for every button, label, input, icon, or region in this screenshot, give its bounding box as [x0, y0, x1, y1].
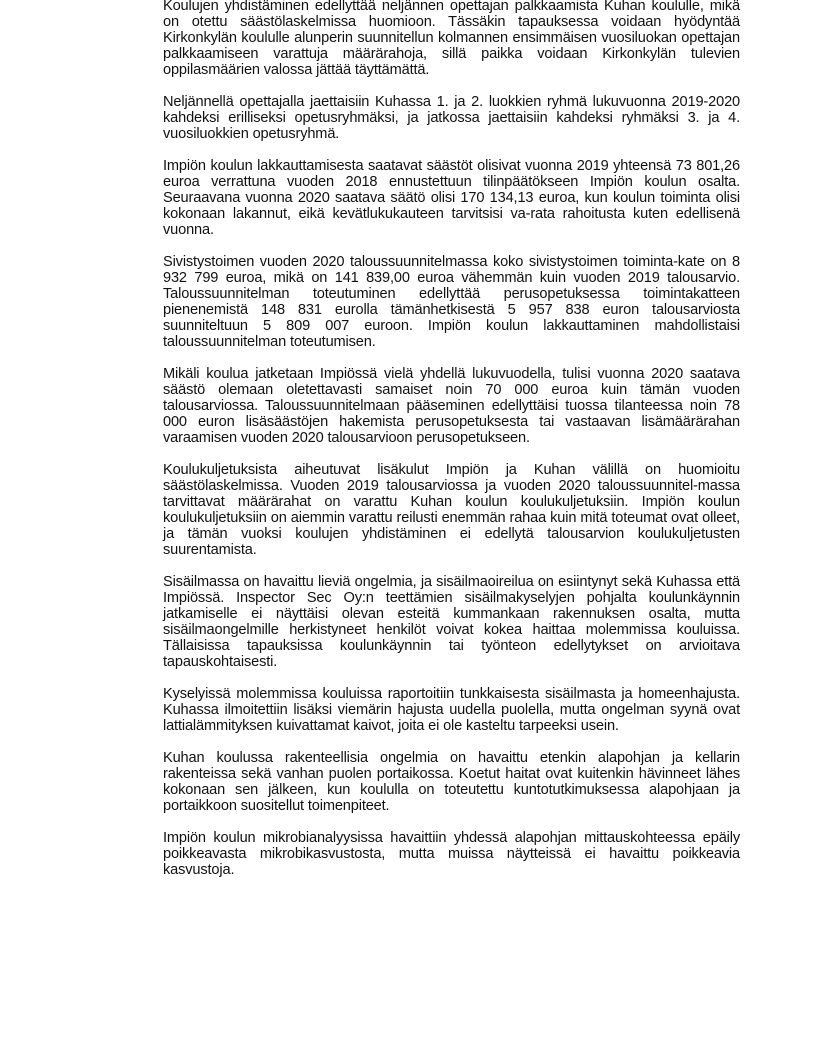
- paragraph-surveys: Kyselyissä molemmissa kouluissa raportoitiin tunkkaisesta sisäilmasta ja homeenhajusta. Kuhassa ilmoitettiin lisäksi viemärin hajusta uudella puolella, mutta ongelman syynä ovat lattialämmityksen kuivattamat kaivot, joita ei ole kasteltu tarpeeksi usein.: [163, 686, 740, 734]
- paragraph-financial-plan: Sivistystoimen vuoden 2020 taloussuunnitelmassa koko sivistystoimen toiminta-kate on 8 932 799 euroa, mikä on 141 839,00 euroa vähemmän kuin vuoden 2019 talousarvio. Taloussuunnitelman toteutuminen edellyttää perusopetuksessa toimintakatteen pienenemistä 148 831 eurolla tämänhetkisestä 5 957 838 euron talousarviosta suunniteltuun 5 809 007 euroon. Impiön koulun lakkauttaminen mahdollistaisi taloussuunnitelman toteutumisen.: [163, 254, 740, 350]
- paragraph-closure-savings: Impiön koulun lakkauttamisesta saatavat säästöt olisivat vuonna 2019 yhteensä 73 801,26 euroa verrattuna vuoden 2018 ennustettuun tilinpäätökseen Impiön koulun osalta. Seuraavana vuonna 2020 saatava säätö olisi 170 134,13 euroa, kun koulun toiminta olisi kokonaan lakannut, eikä kevätlukukauteen tarvitsisi va-rata rahoitusta kuten edellisenä vuonna.: [163, 158, 740, 238]
- paragraph-indoor-air: Sisäilmassa on havaittu lieviä ongelmia, ja sisäilmaoireilua on esiintynyt sekä Kuhassa että Impiössä. Inspector Sec Oy:n teettämien sisäilmakyselyjen pohjalta koulunkäynnin jatkamiselle ei näyttäisi olevan esteitä kummankaan rakennuksen osalta, mutta sisäilmaongelmille herkistyneet henkilöt voivat kokea haittaa molemmissa kouluissa. Tällaisissa tapauksissa koulunkäynnin tai työnteon edellytykset on arvioitava tapauskohtaisesti.: [163, 574, 740, 670]
- paragraph-teacher-hiring: Koulujen yhdistäminen edellyttää neljännen opettajan palkkaamista Kuhan koululle, mikä on otettu säästölaskelmissa huomioon. Tässäkin tapauksessa voidaan hyödyntää Kirkonkylän koululle alunperin suunnitellun kolmannen ensimmäisen vuosiluokan opettajan palkkaamiseen varattuja määrärahoja, sillä paikka voidaan Kirkonkylän tulevien oppilasmäärien valossa jättää täyttämättä.: [163, 0, 740, 78]
- paragraph-school-transport: Koulukuljetuksista aiheutuvat lisäkulut Impiön ja Kuhan välillä on huomioitu säästölaskelmissa. Vuoden 2019 talousarviossa ja vuoden 2020 taloussuunnitel-massa tarvittavat määrärahat on varattu Kuhan koulun koulukuljetuksiin. Impiön koulun koulukuljetuksiin on aiemmin varattu reilusti enemmän rahaa kuin mitä toteumat ovat olleet, ja tämän vuoksi koulujen yhdistäminen ei edellytä talousarvion koulukuljetusten suurentamista.: [163, 462, 740, 558]
- paragraph-group-split: Neljännellä opettajalla jaettaisiin Kuhassa 1. ja 2. luokkien ryhmä lukuvuonna 2019-2020 kahdeksi erilliseksi opetusryhmäksi, ja jatkossa jaettaisiin kahdeksi ryhmäksi 3. ja 4. vuosiluokkien opetusryhmä.: [163, 94, 740, 142]
- paragraph-structural-issues: Kuhan koulussa rakenteellisia ongelmia on havaittu etenkin alapohjan ja kellarin rakenteissa sekä vanhan puolen portaikossa. Koetut haitat ovat kuitenkin hävinneet lähes kokonaan sen jälkeen, kun koululla on toteutettu kuntotutkimuksessa alapohjaan ja portaikkoon suositellut toimenpiteet.: [163, 750, 740, 814]
- paragraph-continuation-scenario: Mikäli koulua jatketaan Impiössä vielä yhdellä lukuvuodella, tulisi vuonna 2020 saatava säästö olemaan oletettavasti samaiset noin 70 000 euroa kuin tämän vuoden talousarviossa. Taloussuunnitelmaan pääseminen edellyttäisi tuossa tilanteessa noin 78 000 euron lisäsäästöjen hakemista perusopetuksesta tai vastaavan lisämäärärahan varaamisen vuoden 2020 talousarvioon perusopetukseen.: [163, 366, 740, 446]
- document-page: [163, 0, 740, 894]
- paragraph-microbial-analysis: Impiön koulun mikrobianalyysissa havaittiin yhdessä alapohjan mittauskohteessa epäily poikkeavasta mikrobikasvustosta, mutta muissa näytteissä ei havaittu poikkeavia kasvustoja.: [163, 830, 740, 878]
